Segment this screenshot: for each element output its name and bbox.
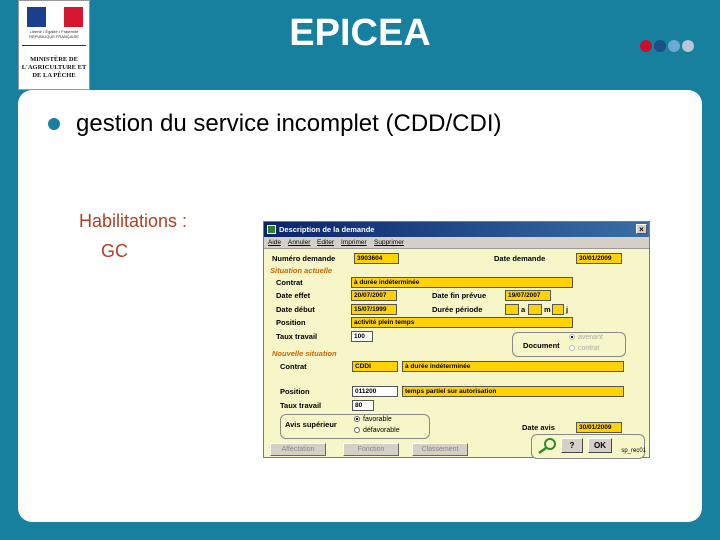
date-effet-field[interactable]: 20/07/2007 — [351, 290, 397, 301]
red-dot-icon — [640, 40, 652, 52]
taux-travail-field[interactable]: 100 — [351, 331, 373, 342]
menu-annuler[interactable]: Annuler — [288, 239, 311, 246]
logo-motto: Liberté • Égalité • Fraternité — [29, 29, 79, 34]
date-demande-label: Date demande — [494, 254, 546, 263]
duree-jours-unit: j — [566, 305, 569, 314]
position-field[interactable]: activité plein temps — [351, 317, 573, 328]
numero-demande-label: Numéro demande — [272, 254, 336, 263]
habilitations-value: GC — [101, 241, 128, 261]
screen-id: sp_rec01 — [621, 448, 646, 454]
document-avenant-label: avenant — [578, 334, 603, 341]
nouveau-taux-travail-label: Taux travail — [280, 401, 322, 410]
bullet-icon — [48, 118, 60, 130]
position-label: Position — [276, 318, 306, 327]
logo-republic: RÉPUBLIQUE FRANÇAISE — [29, 34, 79, 39]
date-demande-field[interactable]: 30/01/2009 — [576, 253, 622, 264]
menu-bar — [264, 237, 649, 249]
date-avis-field[interactable]: 30/01/2009 — [576, 422, 622, 433]
logo-ministry: MINISTÈRE DE L'AGRICULTURE ET DE LA PÊCHE — [21, 56, 87, 79]
date-debut-label: Date début — [276, 305, 315, 314]
nouveau-contrat-label: Contrat — [280, 362, 307, 371]
avis-defavorable-label: défavorable — [363, 427, 400, 434]
habilitations-label: Habilitations : — [79, 211, 188, 231]
lightblue-dot-icon — [668, 40, 680, 52]
avis-favorable-radio[interactable] — [354, 416, 392, 423]
app-icon — [267, 225, 276, 234]
situation-actuelle-title: Situation actuelle — [270, 266, 333, 275]
document-label: Document — [523, 341, 560, 350]
contrat-label: Contrat — [276, 278, 303, 287]
numero-demande-field[interactable]: 3903604 — [354, 253, 399, 264]
help-button[interactable]: ? — [561, 438, 583, 453]
avis-superieur-label: Avis supérieur — [285, 420, 337, 429]
duree-annees-unit: a — [521, 305, 526, 314]
duree-jours-field[interactable] — [552, 304, 564, 315]
duree-periode-label: Durée période — [432, 305, 483, 314]
nouvelle-situation-title: Nouvelle situation — [272, 349, 337, 358]
date-avis-label: Date avis — [522, 423, 555, 432]
affectation-button[interactable]: Affectation — [270, 443, 326, 456]
avis-defavorable-radio[interactable] — [354, 427, 400, 434]
avis-favorable-label: favorable — [363, 416, 392, 423]
grey-dot-icon — [682, 40, 694, 52]
document-contrat-label: contrat — [578, 345, 600, 352]
nouveau-taux-travail-field[interactable]: 80 — [352, 400, 374, 411]
nouvelle-position-code-field[interactable]: 011200 — [352, 386, 398, 397]
date-fin-prevue-label: Date fin prévue — [432, 291, 487, 300]
classement-button[interactable]: Classement — [412, 443, 468, 456]
description-window — [263, 221, 650, 458]
search-key-icon[interactable] — [536, 437, 560, 455]
slide-heading: gestion du service incomplet (CDD/CDI) — [76, 110, 502, 137]
nouvelle-position-label: Position — [280, 387, 310, 396]
decorative-dots — [640, 40, 694, 52]
duree-annees-field[interactable] — [505, 304, 519, 315]
nouvelle-position-field[interactable]: temps partiel sur autorisation — [402, 386, 624, 397]
close-button[interactable]: × — [636, 224, 647, 234]
taux-travail-label: Taux travail — [276, 332, 318, 341]
date-effet-label: Date effet — [276, 291, 311, 300]
nouveau-contrat-field[interactable]: à durée indéterminée — [402, 361, 624, 372]
slide-title: EPICEA — [289, 12, 431, 54]
date-fin-prevue-field[interactable]: 19/07/2007 — [505, 290, 551, 301]
menu-supprimer[interactable]: Supprimer — [374, 239, 404, 246]
menu-imprimer[interactable]: Imprimer — [341, 239, 367, 246]
nouveau-contrat-code-field[interactable]: CDDI — [352, 361, 398, 372]
document-avenant-radio[interactable] — [569, 334, 603, 341]
document-contrat-radio[interactable] — [569, 345, 599, 352]
date-debut-field[interactable]: 15/07/1999 — [351, 304, 397, 315]
blue-dot-icon — [654, 40, 666, 52]
menu-editer[interactable]: Editer — [317, 239, 334, 246]
window-titlebar[interactable] — [264, 222, 649, 237]
contrat-field[interactable]: à durée indéterminée — [351, 277, 573, 288]
duree-mois-unit: m — [544, 305, 551, 314]
duree-mois-field[interactable] — [528, 304, 542, 315]
ok-button[interactable]: OK — [588, 438, 612, 453]
fonction-button[interactable]: Fonction — [343, 443, 399, 456]
menu-aide[interactable]: Aide — [268, 239, 282, 246]
window-title: Description de la demande — [279, 225, 375, 234]
